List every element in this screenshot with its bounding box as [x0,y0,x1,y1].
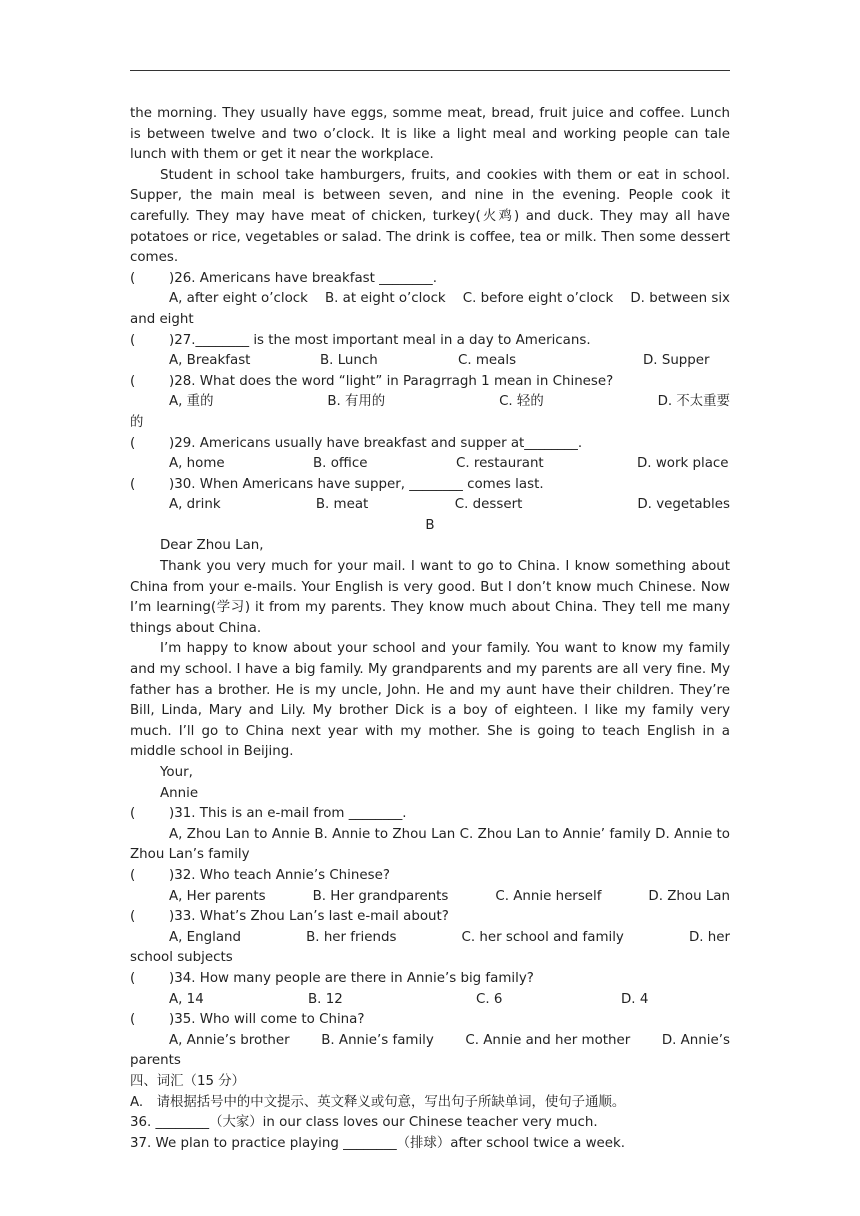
question-34-options [130,990,730,1011]
letter-closing: Your, [160,765,193,780]
question-33-options [130,928,730,949]
question-30-stem: )30. When Americans have supper, ________ comes last. [169,476,544,492]
question-34-stem: )34. How many people are there in Annie’s big family? [169,970,534,986]
option-d: D. Annie’s [661,1032,730,1048]
option-d: D. Supper [643,353,710,369]
option-b: B. 12 [308,991,343,1007]
question-27-options [130,351,730,372]
question-26: ( )26. Americans have breakfast ________. [130,269,730,290]
question-31-stem: )31. This is an e-mail from ________. [169,806,407,822]
question-31-options [130,825,730,866]
option-a: A, 14 [169,991,204,1007]
question-26-options [130,289,730,310]
question-29-stem: )29. Americans usually have breakfast and supper at________. [169,435,583,451]
question-30: ( )30. When Americans have supper, ________ comes last. [130,475,730,496]
section-4-instruction: A. 请根据括号中的中文提示、英文释义或句意，写出句子所缺单词，使句子通顺。 [130,1094,626,1110]
question-26-stem: )26. Americans have breakfast ________. [169,270,437,286]
option-a: A, drink [169,497,221,513]
question-35-option-continuation: parents [130,1053,181,1069]
question-30-options [130,495,730,516]
option-b: B. 有用的 [327,394,386,410]
question-29-options [130,454,730,475]
option-c: C. meals [458,353,517,369]
question-27-stem: )27.________ is the most important meal in a day to Americans. [169,332,591,348]
passage-a-para2: Student in school take hamburgers, fruits, and cookies with them or eat in school. Supper, the main meal is between seven, and nine in the evening. People cook it carefully. They may have meat of chicken, turkey(火鸡) and duck. They may all have potatoes or rice, vegetables or salad. The drink is coffee, tea or milk. Then some dessert comes. [130,167,730,266]
question-33: ( )33. What’s Zhou Lan’s last e-mail about? [130,907,730,928]
option-d: D. work place [637,456,729,472]
option-a: A, home [169,456,225,472]
option-c: C. her school and family [461,929,624,945]
option-d: D. between six [630,291,730,307]
option-b: B. Lunch [320,353,378,369]
option-c: C. 轻的 [499,394,544,410]
option-d: D. Zhou Lan [648,888,730,904]
option-c: C. Annie herself [495,888,602,904]
question-33-stem: )33. What’s Zhou Lan’s last e-mail about? [169,909,449,925]
question-34: ( )34. How many people are there in Annie’s big family? [130,969,730,990]
question-29: ( )29. Americans usually have breakfast and supper at________. [130,434,730,455]
letter-signature: Annie [160,785,199,801]
header-rule [130,70,730,71]
option-c: C. 6 [476,991,503,1007]
letter-para2: I’m happy to know about your school and your family. You want to know my family and my school. I have a big family. My grandparents and my parents are all very fine. My father has a brother. He is my uncle, John. He and my aunt have their children. They’re Bill, Linda, Mary and Lily. My brother Dick is a boy of eighteen. I like my family very much. I’ll go to China next year with my mother. She is going to teach English in a middle school in Beijing. [130,641,730,760]
question-28-options [130,392,730,413]
question-31: ( )31. This is an e-mail from ________. [130,804,730,825]
letter-greeting: Dear Zhou Lan, [160,538,264,554]
option-a: A, England [169,929,242,945]
option-c: C. Annie and her mother [465,1032,631,1048]
question-35-options [130,1031,730,1052]
option-b: B. Her grandparents [312,888,449,904]
question-32: ( )32. Who teach Annie’s Chinese? [130,866,730,887]
question-37: 37. We plan to practice playing ________（排球）after school twice a week. [130,1135,626,1151]
option-a: A, Breakfast [169,353,251,369]
option-b: B. at eight o’clock [324,291,446,307]
option-b: B. office [313,456,368,472]
option-a: A, Annie’s brother [169,1032,290,1048]
section-b-label: B [425,517,435,533]
question-32-options [130,887,730,908]
question-35-stem: )35. Who will come to China? [169,1012,365,1028]
option-b: B. her friends [306,929,397,945]
option-d: D. her [688,929,730,945]
letter-para1: Thank you very much for your mail. I want to go to China. I know something about China from your e-mails. Your English is very good. But I don’t know much Chinese. Now I’m learning(学习) it from my parents. They know much about China. They tell me many things about China. [130,559,730,636]
question-28-option-continuation: 的 [130,414,144,430]
option-c: C. before eight o’clock [462,291,614,307]
section-4-title: 四、词汇（15 分） [130,1073,246,1089]
option-b: B. Annie’s family [321,1032,434,1048]
passage-a-para1: the morning. They usually have eggs, somme meat, bread, fruit juice and coffee. Lunch is between twelve and two o’clock. It is like a light meal and working people can tale lunch with them or get it near the workplace. [130,106,730,163]
question-27: ( )27.________ is the most important meal in a day to Americans. [130,331,730,352]
question-31-options-text: A, Zhou Lan to Annie B. Annie to Zhou Lan C. Zhou Lan to Annie’ family D. Annie to Zhou Lan’s family [130,826,730,863]
question-28: ( )28. What does the word “light” in Paragrragh 1 mean in Chinese? [130,372,730,393]
question-26-option-continuation: and eight [130,311,194,327]
option-d: D. 4 [621,991,649,1007]
option-a: A, 重的 [169,394,214,410]
option-c: C. dessert [454,497,523,513]
question-32-stem: )32. Who teach Annie’s Chinese? [169,867,390,883]
option-a: A, Her parents [169,888,266,904]
question-28-stem: )28. What does the word “light” in Paragrragh 1 mean in Chinese? [169,373,614,389]
option-b: B. meat [315,497,369,513]
option-c: C. restaurant [456,456,544,472]
option-a: A, after eight o’clock [169,291,308,307]
question-35: ( )35. Who will come to China? [130,1010,730,1031]
question-33-option-continuation: school subjects [130,950,233,966]
page-content [130,104,730,1154]
option-d: D. 不太重要 [657,394,730,410]
option-d: D. vegetables [637,497,730,513]
question-36: 36. ________（大家）in our class loves our Chinese teacher very much. [130,1115,598,1131]
